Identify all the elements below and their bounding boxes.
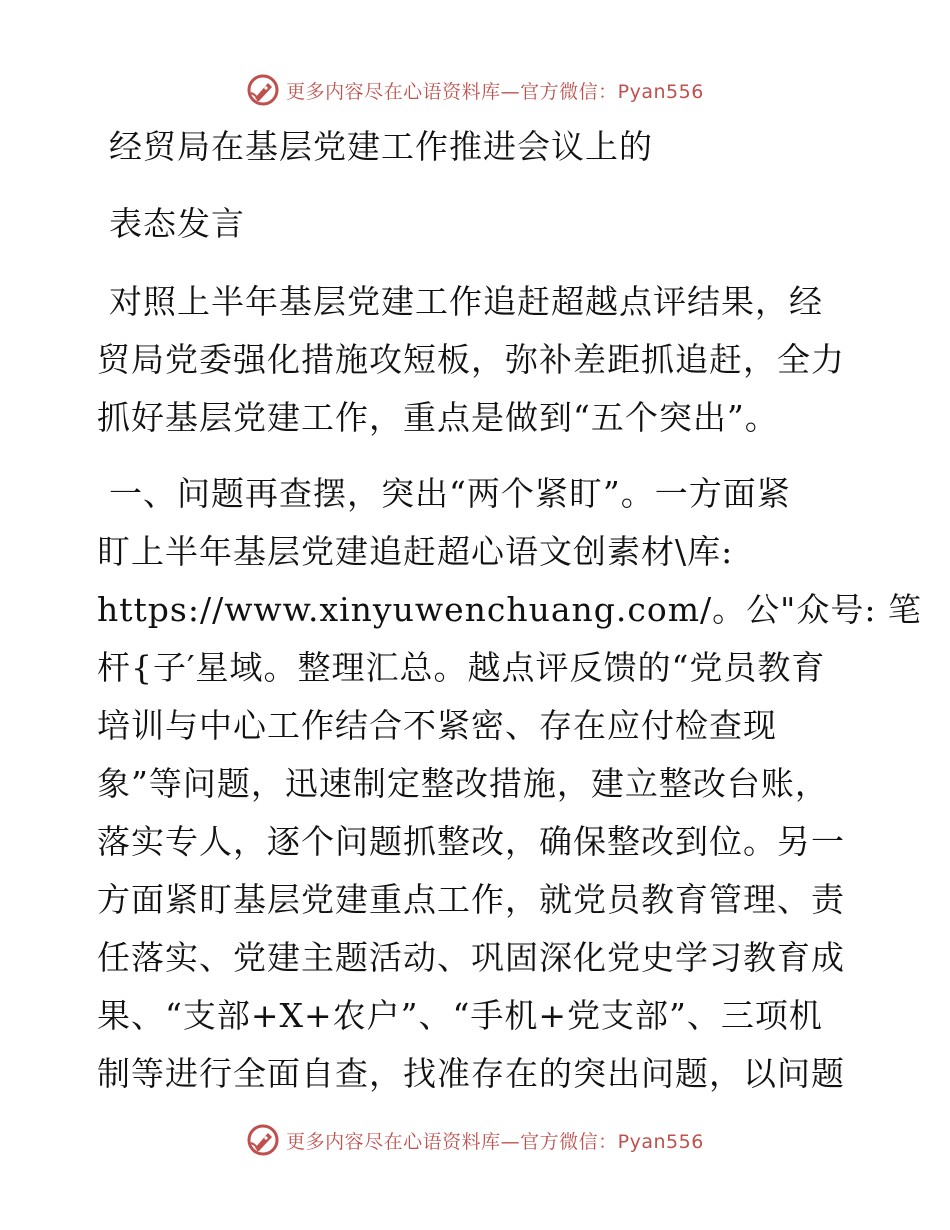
document-title-line-2: 表态发言 — [109, 204, 245, 243]
footer-watermark — [0, 1120, 950, 1160]
watermark-wechat-id: Pyan556 — [617, 80, 704, 103]
watermark-text: 更多内容尽在心语资料库—官方微信：Pyan556 — [286, 80, 704, 103]
header-watermark — [0, 70, 950, 110]
watermark-wechat-id: Pyan556 — [617, 1130, 704, 1153]
watermark-group — [246, 73, 704, 107]
pen-nib-logo-icon — [246, 73, 280, 107]
paragraph-line: 杆{子′星域。整理汇总。越点评反馈的“党员教育 — [97, 648, 826, 687]
paragraph-line: 盯上半年基层党建追赶超心语文创素材\库: — [97, 532, 734, 571]
paragraph-line: 象”等问题，迅速制定整改措施，建立整改台账， — [97, 764, 829, 803]
watermark-group — [246, 1123, 704, 1157]
paragraph-line: 对照上半年基层党建工作追赶超越点评结果，经 — [109, 282, 823, 321]
paragraph-section-one — [97, 465, 922, 1103]
paragraph-line-url: https://www.xinyuwenchuang.com/。公"众号: 笔 — [97, 590, 922, 629]
paragraph-line: 制等进行全面自查，找准存在的突出问题，以问题 — [97, 1054, 845, 1093]
paragraph-line: 方面紧盯基层党建重点工作，就党员教育管理、责 — [97, 880, 845, 919]
pen-nib-logo-icon — [246, 1123, 280, 1157]
paragraph-line: 任落实、党建主题活动、巩固深化党史学习教育成 — [97, 938, 845, 977]
paragraph-line: 一、问题再查摆，突出“两个紧盯”。一方面紧 — [109, 474, 791, 513]
document-body — [97, 118, 922, 1121]
paragraph-line: 抓好基层党建工作，重点是做到“五个突出”。 — [97, 398, 779, 437]
paragraph-line: 培训与中心工作结合不紧密、存在应付检查现 — [97, 706, 777, 745]
paragraph-line: 落实专人，逐个问题抓整改，确保整改到位。另一 — [97, 822, 845, 861]
document-title-line-1: 经贸局在基层党建工作推进会议上的 — [109, 127, 653, 166]
watermark-text: 更多内容尽在心语资料库—官方微信：Pyan556 — [286, 1130, 704, 1153]
paragraph-line: 果、“支部+X+农户”、“手机+党支部”、三项机 — [97, 996, 823, 1035]
paragraph-line: 贸局党委强化措施攻短板，弥补差距抓追赶，全力 — [97, 340, 845, 379]
paragraph-intro — [97, 273, 857, 447]
